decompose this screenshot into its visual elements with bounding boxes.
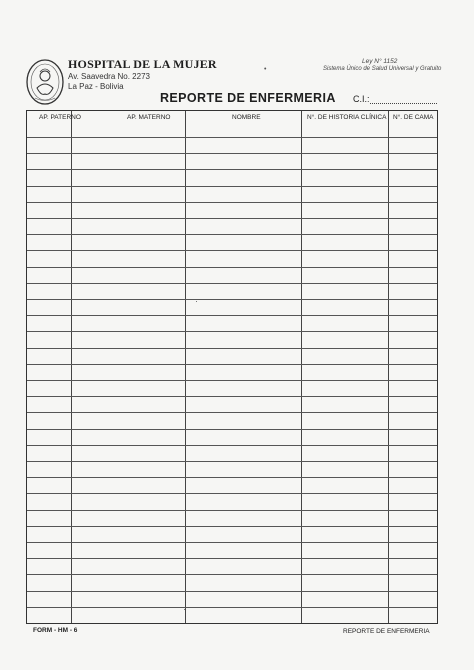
column-header-ap-materno: AP. MATERNO <box>127 114 171 121</box>
table-row[interactable] <box>27 331 437 347</box>
table-row[interactable] <box>27 250 437 266</box>
hospital-name: HOSPITAL DE LA MUJER <box>68 57 217 71</box>
hospital-address: Av. Saavedra No. 2273 <box>68 72 150 81</box>
table-row[interactable] <box>27 169 437 185</box>
table-row[interactable] <box>27 315 437 331</box>
footer-report-name: REPORTE DE ENFERMERIA <box>343 628 430 635</box>
table-row[interactable] <box>27 493 437 509</box>
column-header-cama: N°. DE CAMA <box>393 114 434 121</box>
law-reference: Ley N° 1152 <box>362 58 398 65</box>
column-header-historia-clinica: N°. DE HISTORIA CLÍNICA <box>307 114 387 121</box>
table-row[interactable] <box>27 234 437 250</box>
table-row[interactable] <box>27 380 437 396</box>
table-row[interactable] <box>27 574 437 590</box>
table-row[interactable] <box>27 526 437 542</box>
table-row[interactable] <box>27 396 437 412</box>
table-row[interactable] <box>27 348 437 364</box>
ci-field[interactable] <box>370 103 437 104</box>
hospital-seal-logo <box>25 58 65 106</box>
table-row[interactable] <box>27 445 437 461</box>
table-row[interactable] <box>27 364 437 380</box>
table-row[interactable] <box>27 558 437 574</box>
paper-speck <box>184 609 185 610</box>
table-row[interactable] <box>27 477 437 493</box>
table-row[interactable] <box>27 137 437 153</box>
table-row[interactable] <box>27 510 437 526</box>
table-row[interactable] <box>27 299 437 315</box>
table-row[interactable] <box>27 607 437 623</box>
table-row[interactable] <box>27 429 437 445</box>
table-row[interactable] <box>27 153 437 169</box>
table-row[interactable] <box>27 591 437 607</box>
form-code: FORM - HM - 6 <box>33 627 78 634</box>
form-title: REPORTE DE ENFERMERIA <box>160 91 336 105</box>
table-row[interactable] <box>27 267 437 283</box>
table-row[interactable] <box>27 186 437 202</box>
column-header-ap-paterno: AP. PATERNO <box>39 114 81 121</box>
paper-speck <box>196 301 197 302</box>
table-row[interactable] <box>27 461 437 477</box>
table-row[interactable] <box>27 283 437 299</box>
print-mark: • <box>264 66 267 73</box>
patient-table <box>26 110 438 624</box>
table-row[interactable] <box>27 218 437 234</box>
ci-label: C.I.: <box>353 94 370 104</box>
health-system-name: Sistema Único de Salud Universal y Gratuito <box>323 66 442 72</box>
table-row[interactable] <box>27 202 437 218</box>
table-row[interactable] <box>27 542 437 558</box>
hospital-city: La Paz - Bolivia <box>68 82 124 91</box>
table-row[interactable] <box>27 412 437 428</box>
column-header-nombre: NOMBRE <box>232 114 261 121</box>
